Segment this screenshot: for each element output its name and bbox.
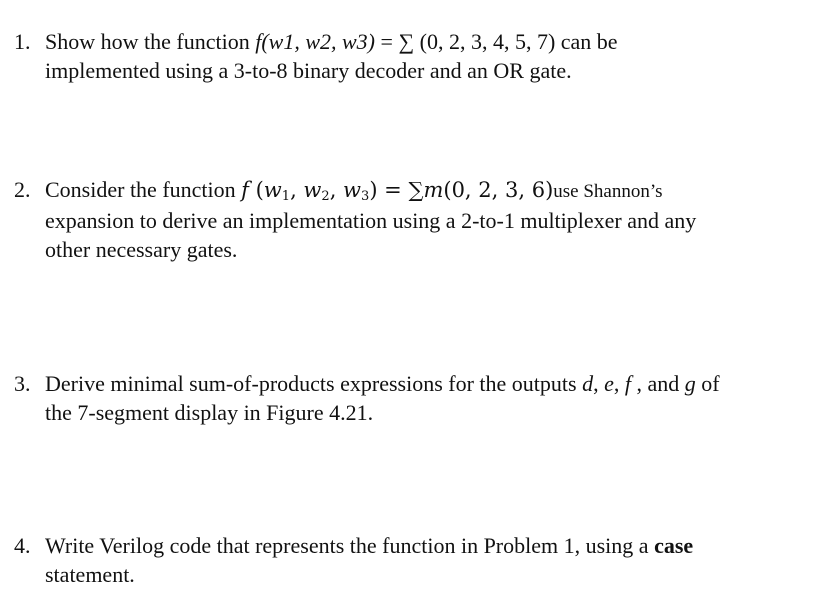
text-segment: use Shannon’s [553, 181, 663, 202]
comma: , [290, 178, 304, 202]
paren-equals: ) = [369, 178, 409, 202]
problem-line [45, 531, 814, 560]
text-segment: Derive minimal sum-of-products expressions for the outputs [45, 371, 583, 396]
problem-line [45, 369, 814, 398]
function-expression [241, 178, 553, 202]
text-segment: Consider the function [45, 177, 242, 202]
function-name: f [241, 178, 249, 202]
case-keyword: case [654, 533, 694, 558]
problem-1 [14, 27, 814, 85]
problem-line: expansion to derive an implementation using a 2-to-1 multiplexer and any [45, 208, 697, 233]
output-g: g [684, 371, 696, 396]
function-args: (w1, w2, w3) [261, 29, 376, 54]
text-segment: Show how the function [45, 29, 256, 54]
problem-line: the 7-segment display in Figure 4.21. [45, 400, 374, 425]
sigma-symbol: ∑ [398, 29, 415, 54]
subscript: 1 [281, 189, 291, 204]
subscript: 3 [361, 189, 370, 204]
minterm-list: (0, 2, 3, 4, 5, 7) [414, 29, 556, 54]
problem-line [45, 175, 814, 206]
separator: , [593, 371, 605, 396]
minterm-list: (0, 2, 3, 6) [443, 178, 554, 202]
comma: , [329, 178, 344, 202]
function-name: f [255, 29, 262, 54]
problem-2 [14, 175, 814, 264]
text-segment: can be [555, 29, 618, 54]
minterm-m: m [423, 178, 444, 202]
subscript: 2 [321, 189, 330, 204]
problem-number: 2. [14, 177, 31, 202]
problem-number: 4. [14, 533, 31, 558]
problem-4 [14, 531, 814, 589]
equals-sign: = [375, 29, 399, 54]
problem-3 [14, 369, 814, 427]
problem-text [45, 27, 814, 85]
problem-line: other necessary gates. [45, 237, 238, 262]
problem-text [45, 175, 814, 264]
problem-text [45, 369, 814, 427]
separator: , [613, 371, 625, 396]
problem-line [45, 27, 814, 56]
problem-number: 3. [14, 371, 31, 396]
separator: , and [630, 371, 685, 396]
var-w: w [343, 178, 362, 202]
text-segment: of [695, 371, 720, 396]
paren: ( [248, 178, 264, 202]
var-w: w [263, 178, 282, 202]
problem-number: 1. [14, 29, 31, 54]
text-segment: Write Verilog code that represents the function in Problem 1, using a [45, 533, 655, 558]
problem-line: statement. [45, 562, 135, 587]
output-d: d [582, 371, 594, 396]
problem-line: implemented using a 3-to-8 binary decoder and an OR gate. [45, 58, 572, 83]
output-e: e [604, 371, 614, 396]
var-w: w [303, 178, 322, 202]
output-f: f [624, 371, 631, 396]
sigma-symbol: ∑ [408, 178, 424, 202]
problem-text [45, 531, 814, 589]
